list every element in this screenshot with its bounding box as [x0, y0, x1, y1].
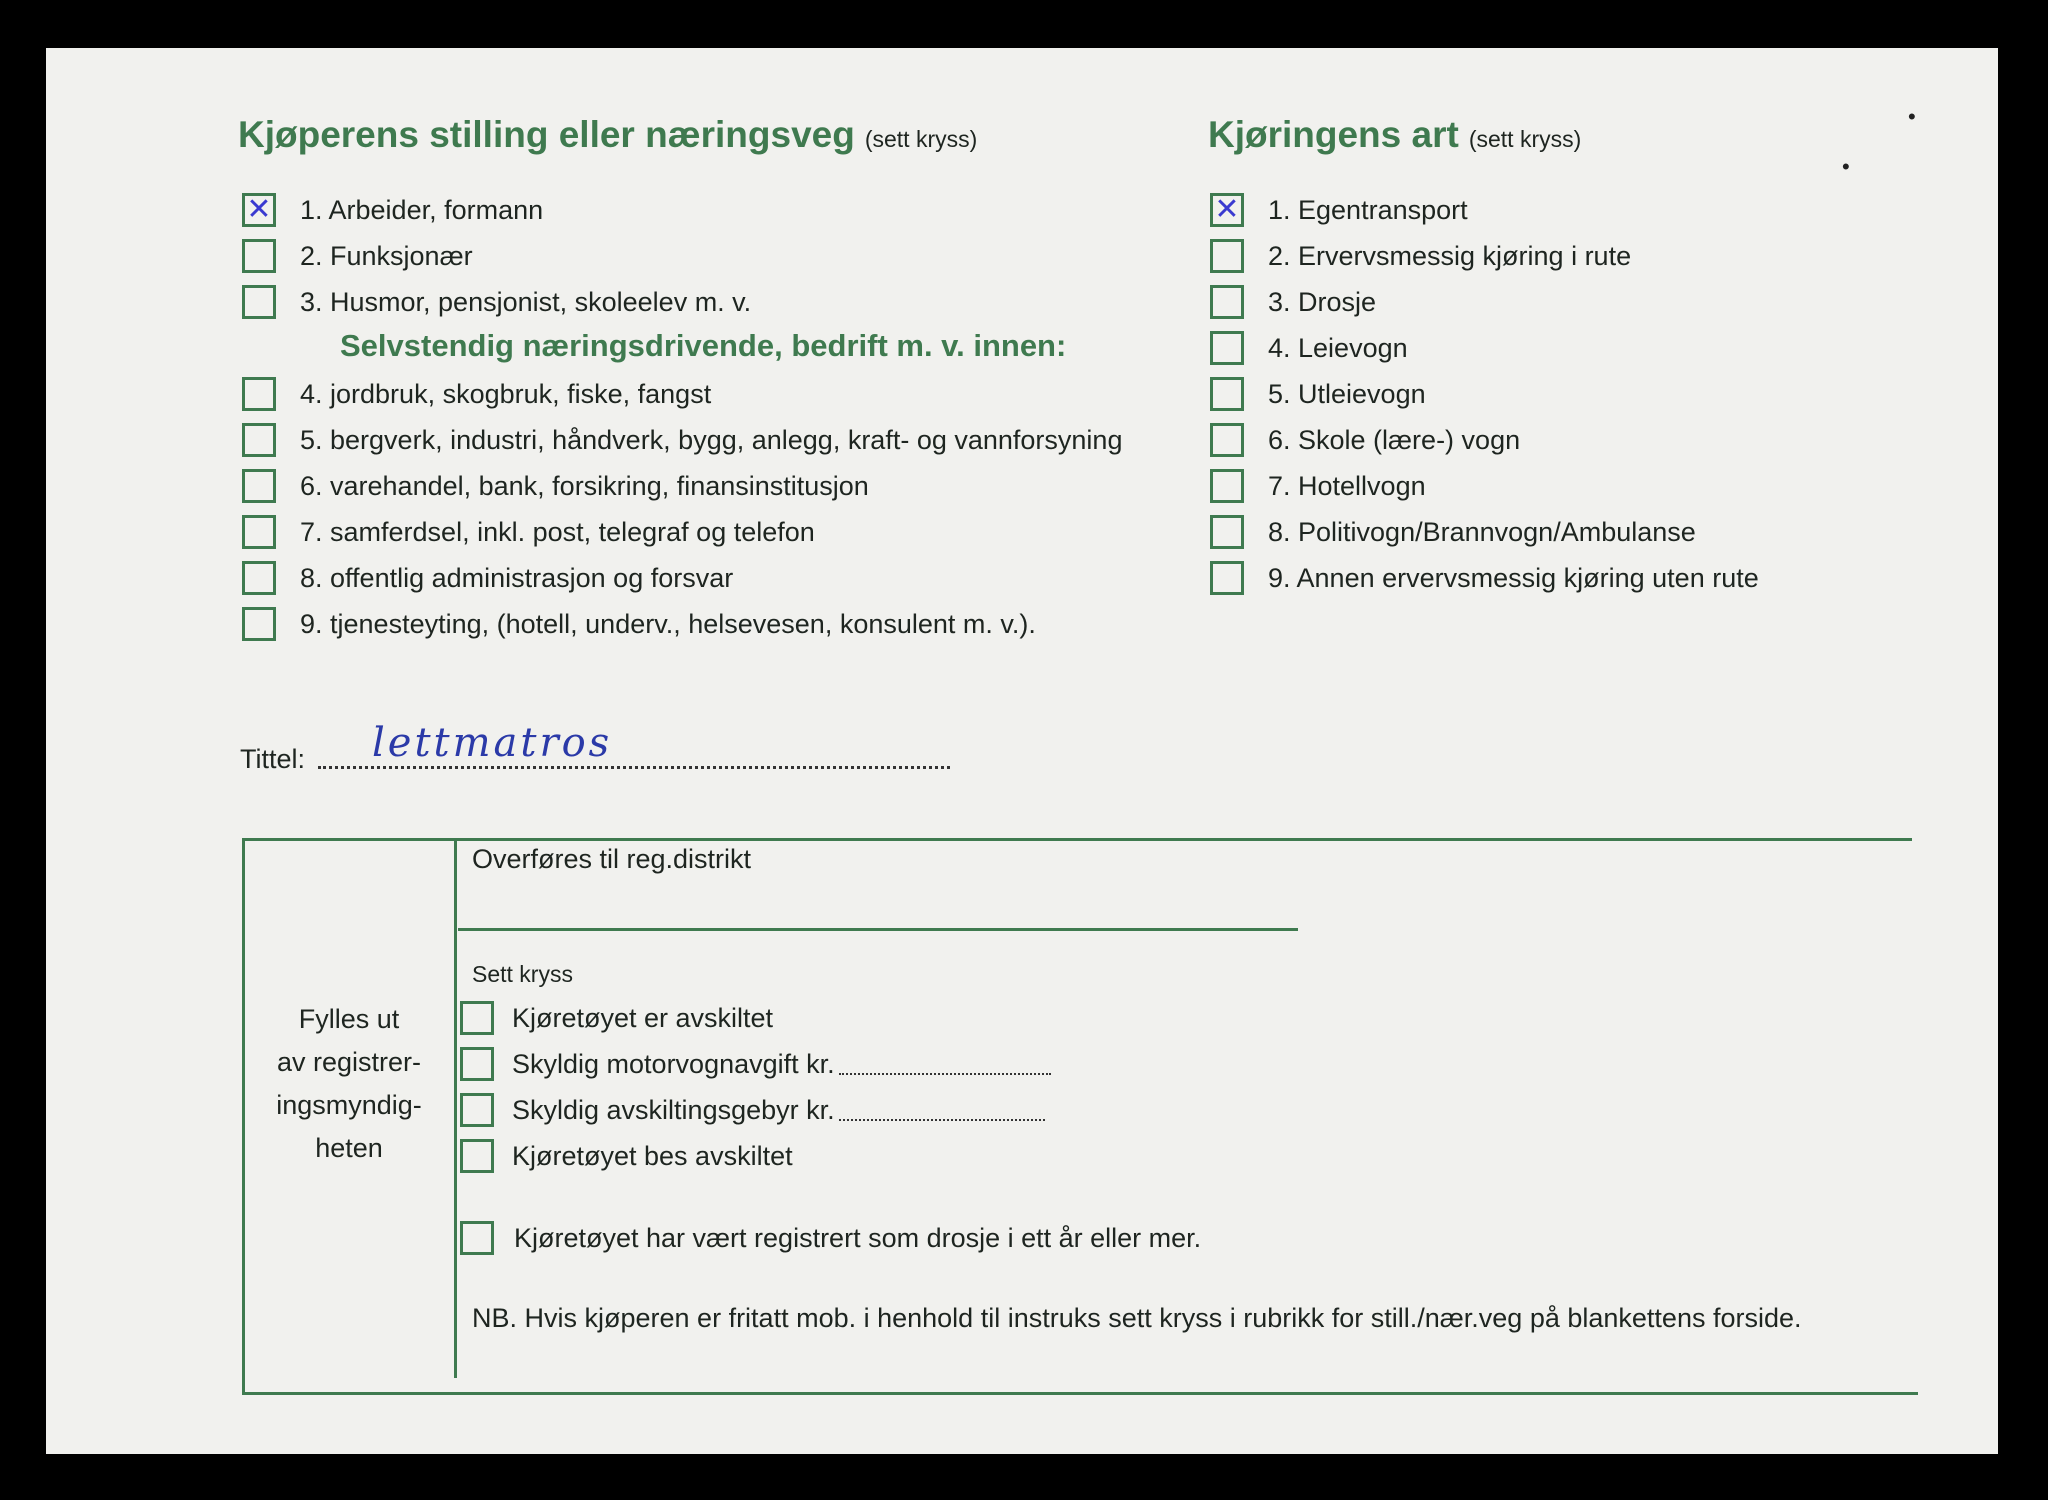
- driving-option-4[interactable]: [1210, 328, 1408, 368]
- option-label: 2. Funksjonær: [300, 240, 473, 271]
- side-label-line: Fylles ut: [298, 1004, 400, 1034]
- side-label-line: av registrer-: [276, 1047, 422, 1077]
- amount-entry-line[interactable]: [839, 1053, 1051, 1075]
- stray-mark: •: [1842, 154, 1850, 179]
- option-label: 9. Annen ervervsmessig kjøring uten rute: [1268, 562, 1759, 593]
- occupation-option-8[interactable]: [242, 558, 733, 598]
- check-label: Kjøretøyet er avskiltet: [512, 1002, 774, 1033]
- option-label: 7. Hotellvogn: [1268, 470, 1426, 501]
- registry-box-divider: [454, 838, 457, 1378]
- occupation-option-7[interactable]: [242, 512, 815, 552]
- side-label-line: ingsmyndig-: [276, 1090, 422, 1120]
- checkbox[interactable]: [242, 423, 276, 457]
- checkbox[interactable]: [242, 239, 276, 273]
- checkbox[interactable]: [1210, 193, 1244, 227]
- checkbox[interactable]: [1210, 239, 1244, 273]
- cross-mark-icon: ✕: [246, 192, 272, 227]
- occupation-option-9[interactable]: [242, 604, 1036, 644]
- option-label: 5. Utleievogn: [1268, 378, 1426, 409]
- checkbox[interactable]: [460, 1001, 494, 1035]
- option-label: 7. samferdsel, inkl. post, telegraf og telefon: [300, 516, 815, 547]
- driving-option-3[interactable]: [1210, 282, 1376, 322]
- exemption-note: NB. Hvis kjøperen er fritatt mob. i henhold til instruks sett kryss i rubrikk for still./nær.veg på blankettens forside.: [472, 1303, 1802, 1333]
- check-label: Skyldig motorvognavgift kr.: [512, 1048, 835, 1079]
- driving-option-9[interactable]: [1210, 558, 1759, 598]
- check-label: Skyldig avskiltingsgebyr kr.: [512, 1094, 835, 1125]
- amount-entry-line[interactable]: [839, 1099, 1045, 1121]
- checkbox[interactable]: [1210, 331, 1244, 365]
- registry-check-4[interactable]: [460, 1136, 793, 1176]
- driving-option-2[interactable]: [1210, 236, 1631, 276]
- checkbox[interactable]: [242, 469, 276, 503]
- title-field-label: Tittel:: [240, 744, 306, 774]
- driving-option-5[interactable]: [1210, 374, 1426, 414]
- registry-check-3[interactable]: [460, 1090, 1045, 1130]
- option-label: 4. jordbruk, skogbruk, fiske, fangst: [300, 378, 712, 409]
- occupation-option-5[interactable]: [242, 420, 1122, 460]
- option-label: 1. Arbeider, formann: [300, 194, 544, 225]
- checkbox[interactable]: [242, 607, 276, 641]
- driving-type-heading: [1208, 114, 1581, 156]
- stray-mark: •: [1908, 104, 1916, 129]
- title-field-line[interactable]: [318, 766, 950, 769]
- district-entry-line[interactable]: [458, 928, 1298, 931]
- checkbox[interactable]: [1210, 285, 1244, 319]
- side-label-line: heten: [315, 1133, 383, 1163]
- driving-type-title: Kjøringens art: [1208, 114, 1459, 155]
- occupation-option-1[interactable]: [242, 190, 543, 230]
- occupation-option-2[interactable]: [242, 236, 473, 276]
- registry-check-1[interactable]: [460, 998, 773, 1038]
- checkbox[interactable]: [1210, 561, 1244, 595]
- checkbox[interactable]: [1210, 377, 1244, 411]
- registry-check-2[interactable]: [460, 1044, 1051, 1084]
- check-label: Kjøretøyet har vært registrert som drosje i ett år eller mer.: [514, 1222, 1202, 1253]
- checkbox[interactable]: [460, 1139, 494, 1173]
- option-label: 5. bergverk, industri, håndverk, bygg, anlegg, kraft- og vannforsyning: [300, 424, 1123, 455]
- self-employed-subheading: Selvstendig næringsdrivende, bedrift m. v. innen:: [340, 328, 1067, 363]
- option-label: 3. Husmor, pensjonist, skoleelev m. v.: [300, 286, 752, 317]
- driving-option-7[interactable]: [1210, 466, 1426, 506]
- occupation-option-3[interactable]: [242, 282, 751, 322]
- transfer-district-label: Overføres til reg.distrikt: [472, 844, 752, 874]
- checkbox[interactable]: [242, 561, 276, 595]
- registry-box-bottom-border: [242, 1392, 1918, 1395]
- checkbox[interactable]: [242, 377, 276, 411]
- checkbox[interactable]: [460, 1093, 494, 1127]
- driving-option-8[interactable]: [1210, 512, 1696, 552]
- occupation-option-4[interactable]: [242, 374, 711, 414]
- checkbox[interactable]: [460, 1221, 494, 1255]
- checkbox[interactable]: [1210, 469, 1244, 503]
- checkbox[interactable]: [242, 285, 276, 319]
- checkbox[interactable]: [1210, 515, 1244, 549]
- registry-box-top-border: [242, 838, 1912, 841]
- option-label: 6. Skole (lære-) vogn: [1268, 424, 1521, 455]
- title-field-value[interactable]: lettmatros: [372, 720, 613, 766]
- registry-side-label: [246, 998, 452, 1170]
- buyer-occupation-title: Kjøperens stilling eller næringsveg: [238, 114, 855, 155]
- option-label: 3. Drosje: [1268, 286, 1377, 317]
- option-label: 1. Egentransport: [1268, 194, 1468, 225]
- registry-box-left-border: [242, 838, 245, 1392]
- option-label: 8. offentlig administrasjon og forsvar: [300, 562, 734, 593]
- driving-type-hint: (sett kryss): [1468, 126, 1582, 152]
- checkbox[interactable]: [242, 515, 276, 549]
- checkbox[interactable]: [1210, 423, 1244, 457]
- occupation-option-6[interactable]: [242, 466, 869, 506]
- driving-option-6[interactable]: [1210, 420, 1520, 460]
- option-label: 4. Leievogn: [1268, 332, 1408, 363]
- checkbox[interactable]: [242, 193, 276, 227]
- option-label: 8. Politivogn/Brannvogn/Ambulanse: [1268, 516, 1696, 547]
- driving-option-1[interactable]: [1210, 190, 1468, 230]
- check-hint: Sett kryss: [472, 961, 573, 987]
- checkbox[interactable]: [460, 1047, 494, 1081]
- buyer-occupation-heading: [238, 114, 977, 156]
- check-label: Kjøretøyet bes avskiltet: [512, 1140, 793, 1171]
- option-label: 9. tjenesteyting, (hotell, underv., helsevesen, konsulent m. v.).: [300, 608, 1036, 639]
- option-label: 2. Ervervsmessig kjøring i rute: [1268, 240, 1632, 271]
- form-page: [46, 48, 1998, 1454]
- option-label: 6. varehandel, bank, forsikring, finansinstitusjon: [300, 470, 869, 501]
- buyer-occupation-hint: (sett kryss): [864, 126, 978, 152]
- cross-mark-icon: ✕: [1214, 192, 1240, 227]
- drosje-check[interactable]: [460, 1218, 1201, 1258]
